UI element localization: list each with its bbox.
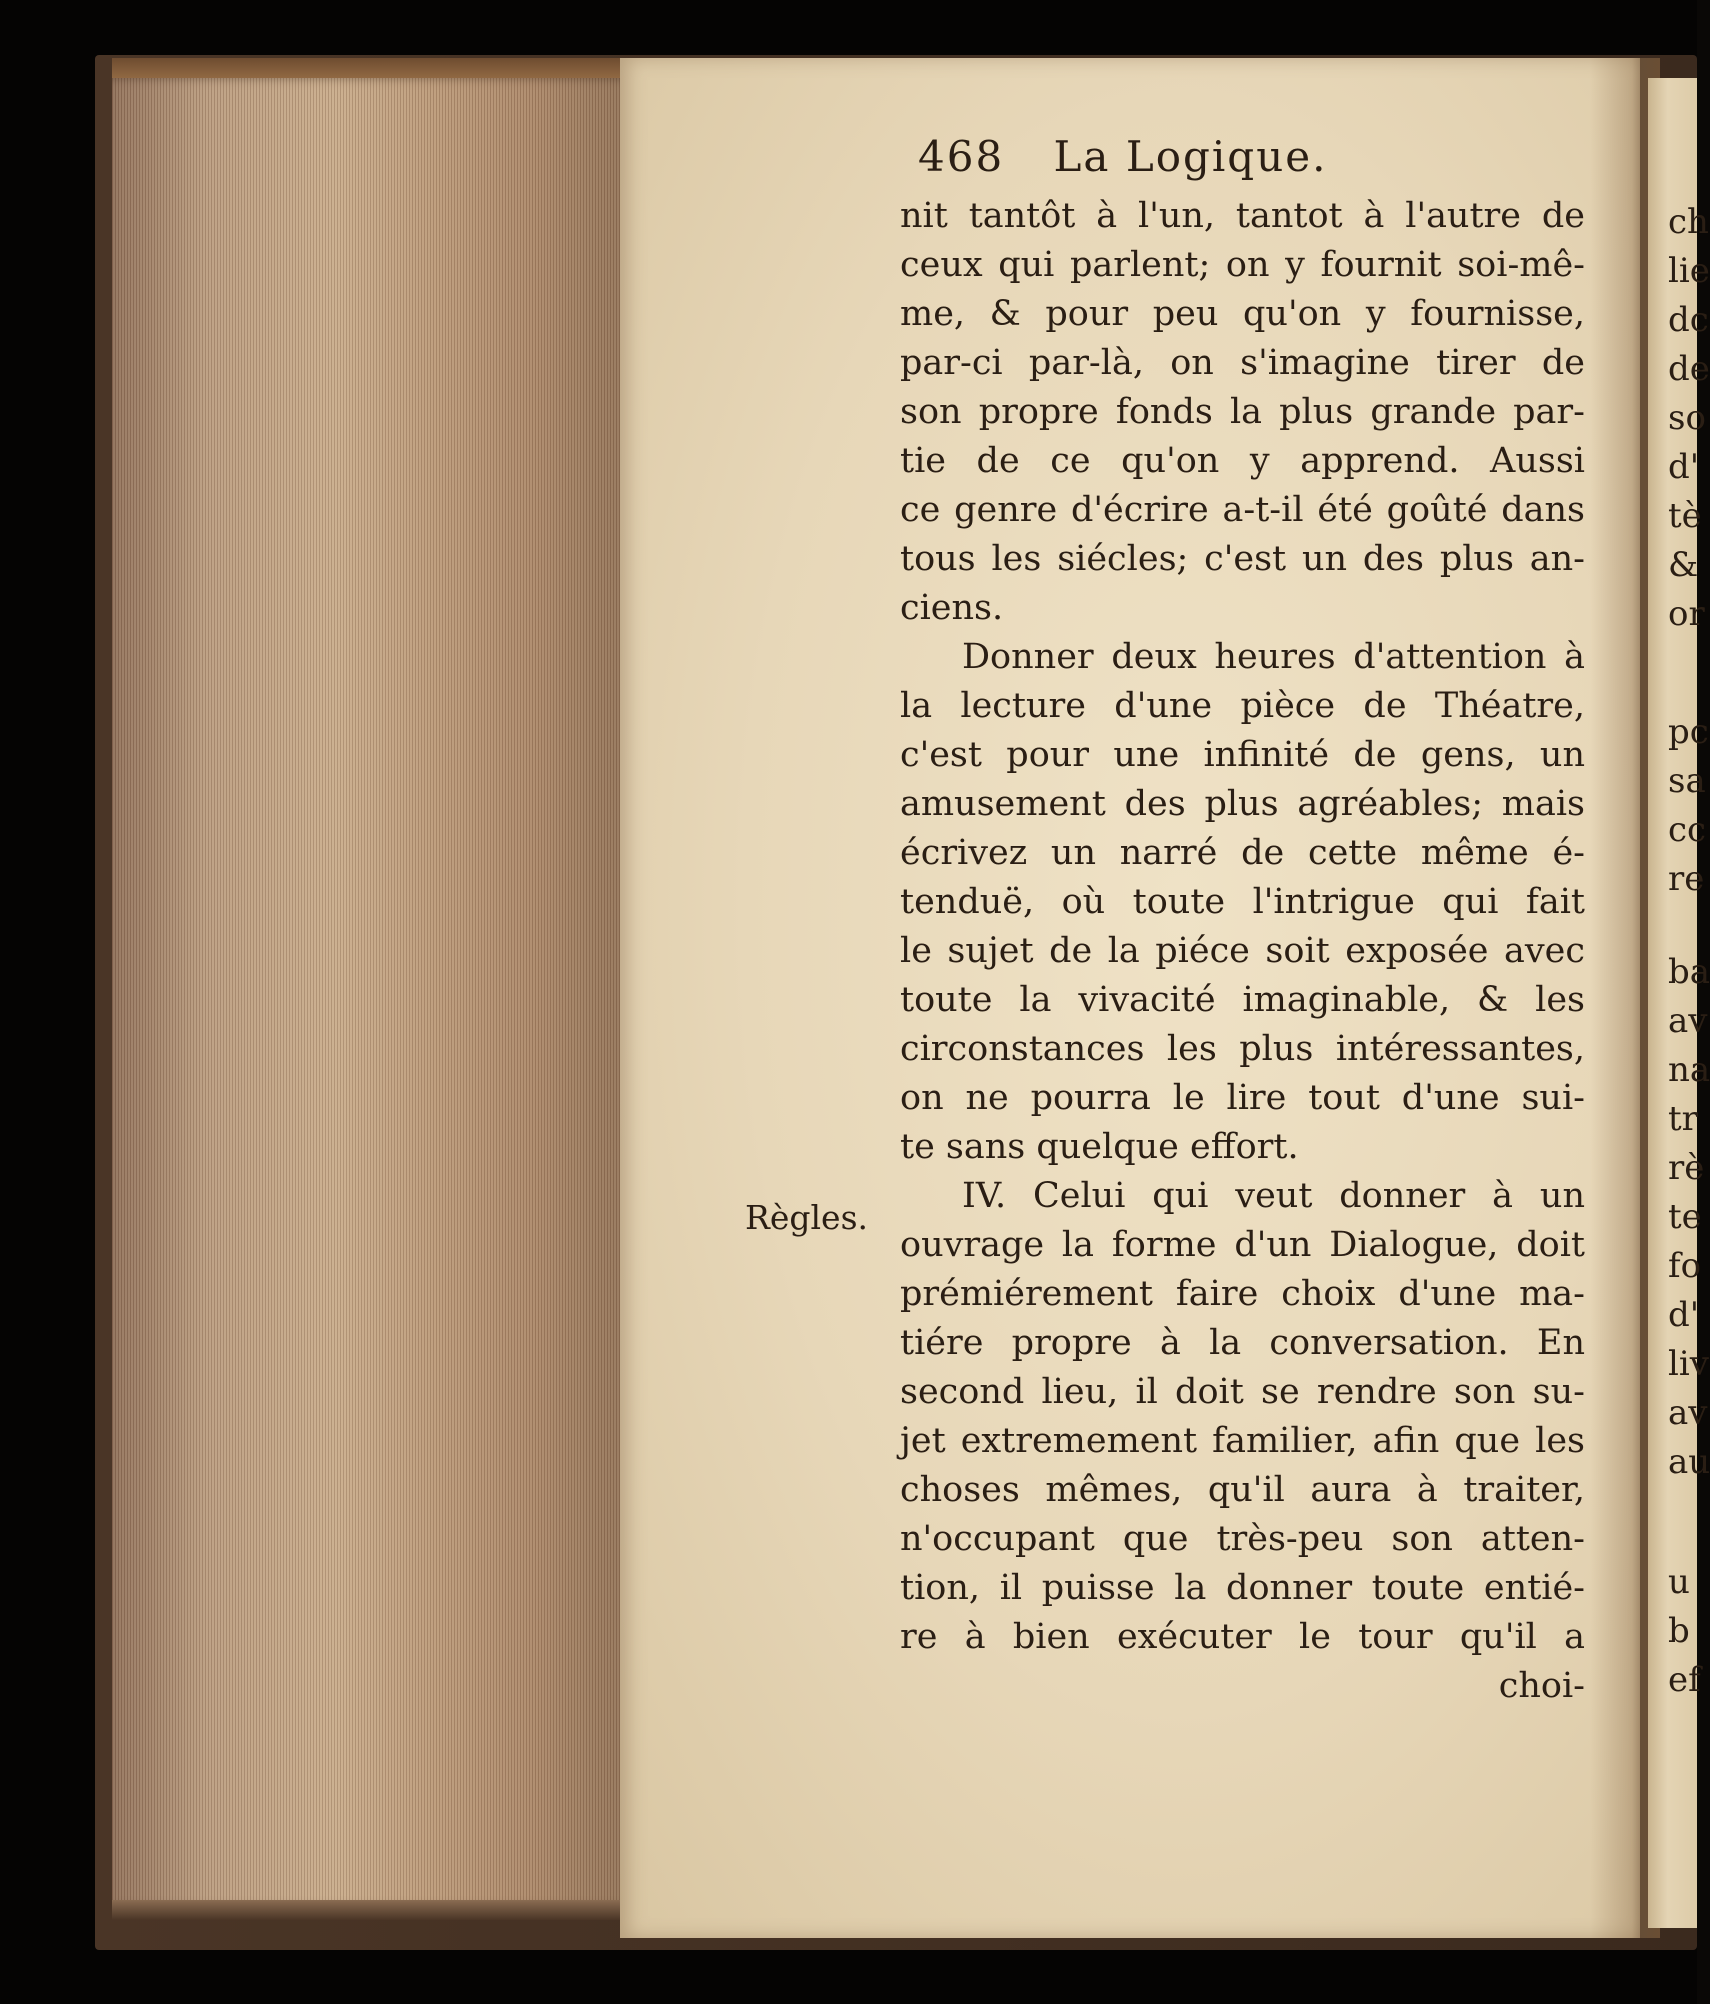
catchword: choi- [1498,1666,1585,1706]
facing-fragment: av [1668,1001,1708,1041]
facing-fragment: d' [1668,447,1700,487]
text-line: ouvrage la forme d'un Dialogue, doit [900,1225,1585,1265]
text-line: toute la vivacité imaginable, & les [900,980,1585,1020]
text-line: te sans quelque effort. [900,1127,1299,1167]
facing-fragment: sa [1668,761,1706,801]
facing-fragments-c [1668,948,1710,1487]
text-line: Donner deux heures d'attention à [962,637,1585,677]
facing-fragments-a [1668,198,1710,639]
facing-fragment: de [1668,349,1710,389]
text-line: tie de ce qu'on y apprend. Aussi [900,441,1585,481]
text-line: tenduë, où toute l'intrigue qui fait [900,882,1585,922]
text-line: amusement des plus agréables; mais [900,784,1585,824]
text-line: jet extremement familier, afin que les [900,1421,1585,1461]
text-line: second lieu, il doit se rendre son su- [900,1372,1585,1412]
text-line: me, & pour peu qu'on y fournisse, [900,294,1585,334]
facing-fragment: ef [1668,1660,1701,1700]
text-line: tiére propre à la conversation. En [900,1323,1585,1363]
text-line: écrivez un narré de cette même é- [900,833,1585,873]
page-block-bottom [112,1900,642,1920]
running-title: La Logique. [1053,132,1328,181]
text-line: nit tantôt à l'un, tantot à l'autre de [900,196,1585,236]
facing-fragments-b [1668,708,1709,904]
text-line: ce genre d'écrire a-t-il été goûté dans [900,490,1585,530]
text-line: choses mêmes, qu'il aura à traiter, [900,1470,1585,1510]
facing-fragment: so [1668,398,1706,438]
margin-note: Règles. [745,1198,869,1237]
text-line: circonstances les plus intéressantes, [900,1029,1585,1069]
text-line: le sujet de la piéce soit exposée avec [900,931,1585,971]
facing-fragment: ch [1668,202,1709,242]
text-line: re à bien exécuter le tour qu'il a [900,1617,1585,1657]
facing-fragment: na [1668,1050,1710,1090]
facing-fragment: & [1668,545,1699,585]
facing-fragment: cc [1668,810,1707,850]
facing-fragment: d' [1668,1295,1700,1335]
facing-fragment: ba [1668,952,1710,992]
facing-fragment: av [1668,1393,1708,1433]
facing-fragment: or [1668,594,1705,634]
text-line: tion, il puisse la donner toute entié- [900,1568,1585,1608]
text-line: ciens. [900,588,1004,628]
text-line: IV. Celui qui veut donner à un [962,1176,1585,1216]
text-line: tous les siécles; c'est un des plus an- [900,539,1585,579]
text-line: par-ci par-là, on s'imagine tirer de [900,343,1585,383]
facing-fragment: lie [1668,251,1710,291]
text-line: n'occupant que très-peu son atten- [900,1519,1585,1559]
facing-fragment: pc [1668,712,1709,752]
facing-fragment: fo [1668,1246,1702,1286]
page-number: 468 [918,132,1005,181]
text-line: ceux qui parlent; on y fournit soi-mê- [900,245,1585,285]
facing-fragment: tè [1668,496,1702,536]
facing-fragments-d [1668,1558,1701,1705]
facing-fragment: rè [1668,1148,1705,1188]
body-text [900,192,1585,1711]
facing-fragment: liv [1668,1344,1709,1384]
text-line: prémiérement faire choix d'une ma- [900,1274,1585,1314]
text-line: on ne pourra le lire tout d'une sui- [900,1078,1585,1118]
facing-fragment: u [1668,1562,1690,1602]
running-head [918,132,1598,192]
facing-fragment: te [1668,1197,1702,1237]
facing-fragment: dc [1668,300,1709,340]
facing-fragment: re [1668,859,1705,899]
facing-fragment: tr [1668,1099,1698,1139]
text-line: c'est pour une infinité de gens, un [900,735,1585,775]
page-block-fore-edge [112,78,642,1908]
facing-fragment: au [1668,1442,1710,1482]
text-line: son propre fonds la plus grande par- [900,392,1585,432]
facing-fragment: b [1668,1611,1690,1651]
text-line: la lecture d'une pièce de Théatre, [900,686,1585,726]
